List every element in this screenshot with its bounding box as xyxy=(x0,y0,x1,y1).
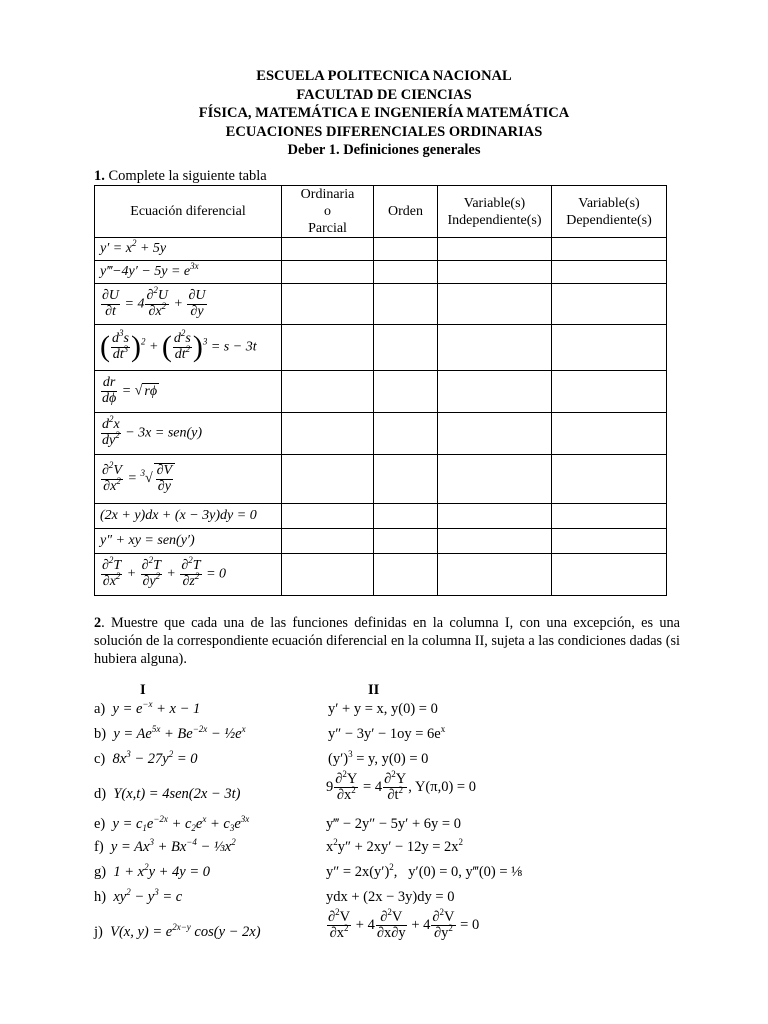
equation-4: ( $\frac{d^3s}{dt^3}$ )$^2$ + ( $\frac{d^2s}{dt^2}$ )$^3$ = s − 3t xyxy=(95,325,282,371)
table-row xyxy=(95,504,667,529)
answer-cell[interactable] xyxy=(374,325,438,371)
question-2-number: 2 xyxy=(94,615,102,631)
answer-cell[interactable] xyxy=(374,529,438,554)
answer-cell[interactable] xyxy=(438,504,552,529)
item-g-function: g) $1 + x^2y + 4y = 0$ xyxy=(94,862,211,880)
header-line-1: ESCUELA POLITECNICA NACIONAL xyxy=(256,68,512,84)
answer-cell[interactable] xyxy=(438,554,552,596)
item-e-function: e) $y = c_1e^{-2x} + c_2e^x + c_3e^{3x}$ xyxy=(94,814,250,833)
answer-cell[interactable] xyxy=(282,504,374,529)
equation-7: $\frac{\partial^2V}{\partial x^2}$ = $^3$√ $\frac{\partial V}{\partial y}$ xyxy=(95,455,282,504)
document-header xyxy=(0,67,768,160)
equation-1: $y' = x^2 + 5y$ xyxy=(95,238,282,261)
header-line-5: Deber 1. Definiciones generales xyxy=(287,142,481,158)
header-var-dependiente: Variable(s) Dependiente(s) xyxy=(552,186,667,238)
answer-cell[interactable] xyxy=(438,371,552,413)
table-row xyxy=(95,261,667,284)
header-orden: Orden xyxy=(374,186,438,238)
table-row xyxy=(95,529,667,554)
answer-cell[interactable] xyxy=(282,554,374,596)
answer-cell[interactable] xyxy=(282,284,374,325)
table-row xyxy=(95,284,667,325)
answer-cell[interactable] xyxy=(374,413,438,455)
item-b-function: b) $y = Ae^{5x} + Be^{-2x}$ − $\frac{1}{2}e^x$ xyxy=(94,724,246,742)
item-h-function: h) $xy^2 - y^3 = c$ xyxy=(94,887,183,905)
answer-cell[interactable] xyxy=(552,261,667,284)
answer-cell[interactable] xyxy=(282,529,374,554)
equation-5: $\frac{dr}{d\phi}$ = √ rϕ xyxy=(95,371,282,413)
question-1-prompt xyxy=(94,168,267,185)
column-I-heading: I xyxy=(140,682,146,698)
answer-cell[interactable] xyxy=(438,529,552,554)
header-line-4: ECUACIONES DIFERENCIALES ORDINARIAS xyxy=(225,123,543,140)
answer-cell[interactable] xyxy=(438,455,552,504)
answer-cell[interactable] xyxy=(552,554,667,596)
answer-cell[interactable] xyxy=(374,261,438,284)
question-2-text: . Muestre que cada una de las funciones definidas en la columna I, con una excepción, es una solución de la correspondiente ecuación diferencial en la columna II, sujeta a las condiciones dadas (si hubiera alguna). xyxy=(94,615,680,667)
question-1-number: 1. xyxy=(94,168,105,184)
answer-cell[interactable] xyxy=(552,504,667,529)
answer-cell[interactable] xyxy=(438,325,552,371)
equations-table xyxy=(94,185,667,596)
item-g-equation: $y'' = 2x(y')^2$, y′(0) = 0, y‴(0) = ⅛ xyxy=(326,862,523,880)
item-f-function: f) $y = Ax^3 + Bx^{-4}$ − $\frac{1}{3}x^2$ xyxy=(94,837,236,855)
answer-cell[interactable] xyxy=(282,371,374,413)
item-a-function: a) $y = e^{-x} + x - 1$ xyxy=(94,699,201,717)
table-row xyxy=(95,371,667,413)
table-row xyxy=(95,554,667,596)
item-e-equation: y‴ − 2y″ − 5y′ + 6y = 0 xyxy=(326,816,461,832)
column-II-heading: II xyxy=(368,682,380,698)
item-f-equation: $x^2y'' + 2xy' - 12y = 2x^2$ xyxy=(326,837,463,855)
answer-cell[interactable] xyxy=(282,325,374,371)
item-d-equation: 9 $\frac{\partial^2Y}{\partial x^2}$ = 4 $\frac{\partial^2Y}{\partial t^2}$ , Y(π,0) = 0 xyxy=(326,769,476,804)
header-line-3: FÍSICA, MATEMÁTICA E INGENIERÍA MATEMÁTICA xyxy=(198,105,570,121)
item-j-function: j) V(x, $y) = e^{2x-y}$ cos(y − 2x) xyxy=(94,922,261,940)
answer-cell[interactable] xyxy=(374,284,438,325)
header-line-2: FACULTAD DE CIENCIAS xyxy=(296,86,472,103)
equation-6: $\frac{d^2x}{dy^2}$ − 3x = sen(y) xyxy=(95,413,282,455)
answer-cell[interactable] xyxy=(282,238,374,261)
answer-cell[interactable] xyxy=(438,284,552,325)
equation-2: y‴−4y′ − $5y = e^{3x}$ xyxy=(95,261,282,284)
table-row xyxy=(95,238,667,261)
answer-cell[interactable] xyxy=(374,554,438,596)
answer-cell[interactable] xyxy=(552,529,667,554)
item-h-equation: ydx + (2x − 3y)dy = 0 xyxy=(326,889,455,905)
equation-9: y″ + xy = sen(y′) xyxy=(95,529,282,554)
header-ecuacion: Ecuación diferencial xyxy=(95,186,282,238)
item-c-equation: $(y')^3 = y$, y(0) = 0 xyxy=(328,749,429,767)
item-b-equation: $y'' - 3y' - 1oy = 6e^x$ xyxy=(328,724,446,742)
answer-cell[interactable] xyxy=(438,238,552,261)
answer-cell[interactable] xyxy=(552,238,667,261)
question-2-prompt xyxy=(94,614,680,668)
answer-cell[interactable] xyxy=(552,413,667,455)
table-header-row xyxy=(95,186,667,238)
answer-cell[interactable] xyxy=(282,261,374,284)
answer-cell[interactable] xyxy=(374,371,438,413)
item-d-function: d) Y(x,t) = 4sen(2x − 3t) xyxy=(94,786,241,802)
answer-cell[interactable] xyxy=(438,261,552,284)
table-row xyxy=(95,455,667,504)
header-var-independiente: Variable(s) Independiente(s) xyxy=(438,186,552,238)
header-ordinaria-parcial: Ordinaria o Parcial xyxy=(282,186,374,238)
equation-8: (2x + y)dx + (x − 3y)dy = 0 xyxy=(95,504,282,529)
table-row xyxy=(95,413,667,455)
answer-cell[interactable] xyxy=(552,325,667,371)
answer-cell[interactable] xyxy=(374,238,438,261)
item-a-equation: y′ + y = x, y(0) = 0 xyxy=(328,701,438,717)
answer-cell[interactable] xyxy=(552,284,667,325)
answer-cell[interactable] xyxy=(438,413,552,455)
answer-cell[interactable] xyxy=(374,504,438,529)
equation-3: $\frac{\partial U}{\partial t}$ = 4 $\frac{\partial^2U}{\partial x^2}$ + $\frac{\partial U}{\partial y}$ xyxy=(95,284,282,325)
answer-cell[interactable] xyxy=(374,455,438,504)
answer-cell[interactable] xyxy=(552,455,667,504)
item-j-equation: $\frac{\partial^2V}{\partial x^2}$ + 4 $\frac{\partial^2V}{\partial x\partial y}$ + 4 $\frac{\partial^2V}{\partial y^2}$ = 0 xyxy=(328,907,480,942)
item-c-function: c) $8x^3 - 27y^2 = 0$ xyxy=(94,749,198,767)
table-row xyxy=(95,325,667,371)
answer-cell[interactable] xyxy=(282,455,374,504)
question-1-text: Complete la siguiente tabla xyxy=(108,168,267,184)
answer-cell[interactable] xyxy=(552,371,667,413)
equation-10: $\frac{\partial^2T}{\partial x^2}$ + $\frac{\partial^2T}{\partial y^2}$ + $\frac{\partial^2T}{\partial z^2}$ = 0 xyxy=(95,554,282,596)
answer-cell[interactable] xyxy=(282,413,374,455)
